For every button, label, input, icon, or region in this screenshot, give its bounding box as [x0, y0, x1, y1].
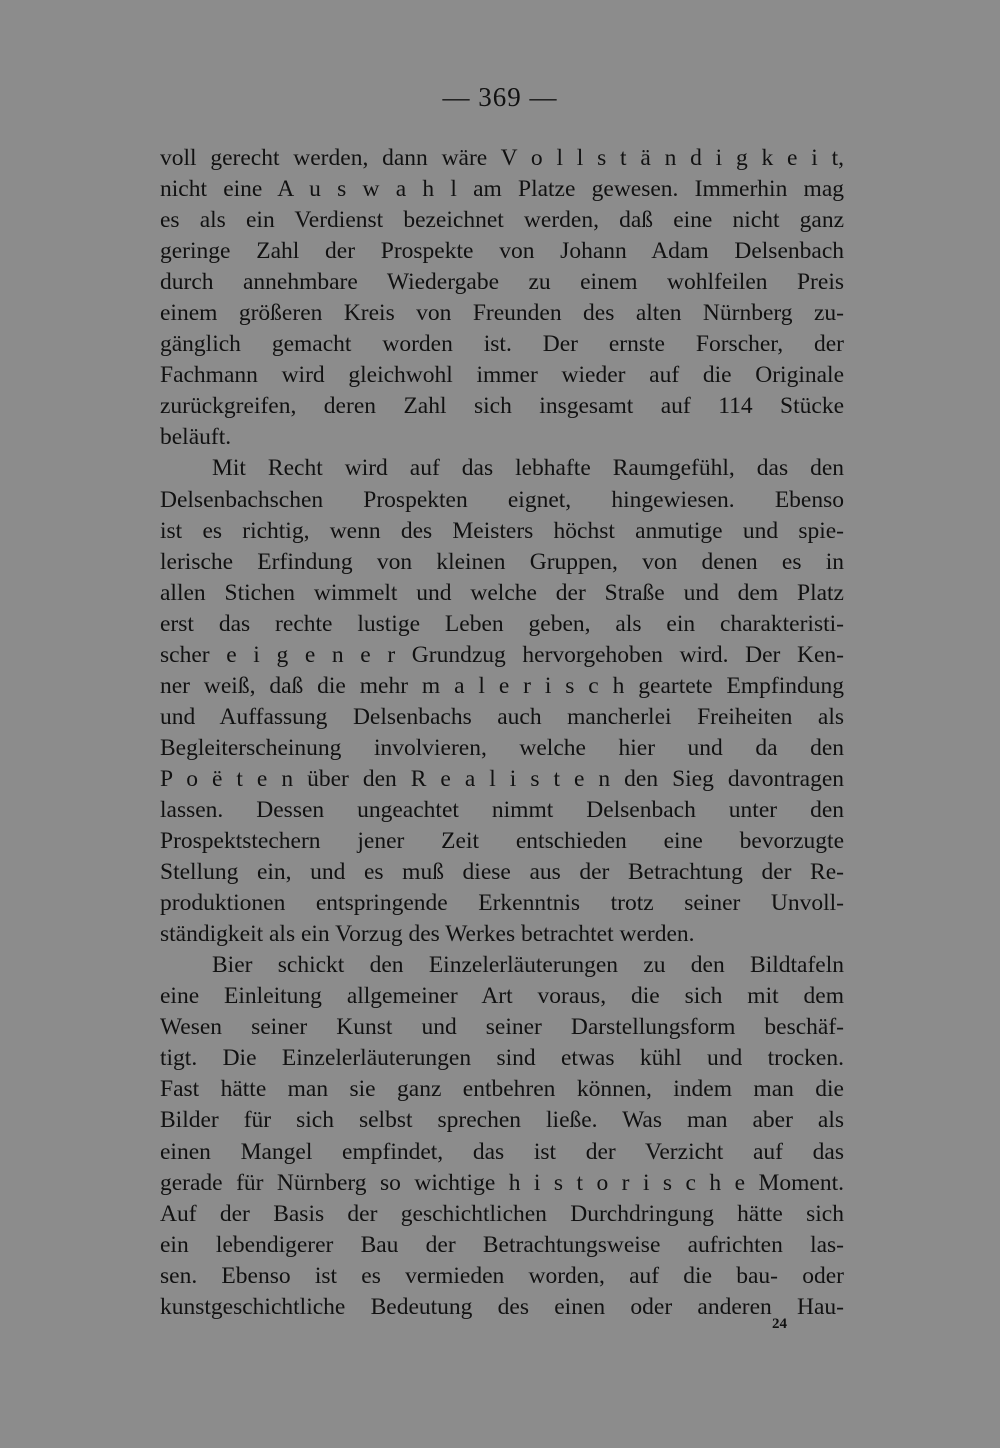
text-line: Fast hätte man sie ganz entbehren können, indem man die [160, 1076, 844, 1103]
text-line: Prospektstechern jener Zeit entschieden eine bevorzugte [160, 828, 844, 855]
text-line: einen Mangel empfindet, das ist der Verzicht auf das [160, 1138, 844, 1165]
text-line: eine Einleitung allgemeiner Art voraus, die sich mit dem [160, 983, 844, 1010]
page-number-header: — 369 — [442, 82, 558, 112]
text-line: Mit Recht wird auf das lebhafte Raumgefühl, das den [212, 455, 844, 482]
text-line: einem größeren Kreis von Freunden des alten Nürnberg zu- [160, 300, 844, 327]
printer-signature-mark: 24 [772, 1316, 787, 1332]
text-line: scher e i g e n e r Grundzug hervorgehoben wird. Der Ken- [160, 641, 844, 668]
text-line: gerade für Nürnberg so wichtige h i s t o r i s c h e Moment. [160, 1169, 844, 1196]
text-line: Bier schickt den Einzelerläuterungen zu den Bildtafeln [212, 952, 844, 979]
text-line: lassen. Dessen ungeachtet nimmt Delsenbach unter den [160, 796, 844, 823]
text-line: kunstgeschichtliche Bedeutung des einen oder anderen Hau- [160, 1293, 844, 1320]
text-line: ist es richtig, wenn des Meisters höchst anmutige und spie- [160, 517, 844, 544]
body-text [160, 143, 844, 1323]
text-line: Bilder für sich selbst sprechen ließe. Was man aber als [160, 1107, 844, 1134]
text-line: geringe Zahl der Prospekte von Johann Adam Delsenbach [160, 238, 844, 265]
text-line: Auf der Basis der geschichtlichen Durchdringung hätte sich [160, 1200, 844, 1227]
text-line: zurückgreifen, deren Zahl sich insgesamt auf 114 Stücke [160, 393, 844, 420]
text-line: P o ë t e n über den R e a l i s t e n den Sieg davontragen [160, 765, 844, 792]
text-line: Stellung ein, und es muß diese aus der Betrachtung der Re- [160, 859, 844, 886]
text-line: nicht eine A u s w a h l am Platze gewesen. Immerhin mag [160, 176, 844, 203]
text-line: produktionen entspringende Erkenntnis trotz seiner Unvoll- [160, 890, 844, 917]
text-line: lerische Erfindung von kleinen Gruppen, von denen es in [160, 548, 844, 575]
text-line: voll gerecht werden, dann wäre V o l l s t ä n d i g k e i t, [160, 145, 844, 171]
text-line: Begleiterscheinung involvieren, welche hier und da den [160, 734, 844, 761]
text-line: Wesen seiner Kunst und seiner Darstellungsform beschäf- [160, 1014, 844, 1041]
text-line: ein lebendigerer Bau der Betrachtungsweise aufrichten las- [160, 1231, 844, 1258]
text-line: beläuft. [160, 424, 232, 451]
text-line: ständigkeit als ein Vorzug des Werkes betrachtet werden. [160, 921, 695, 948]
text-line: und Auffassung Delsenbachs auch mancherlei Freiheiten als [160, 703, 844, 730]
text-line: allen Stichen wimmelt und welche der Straße und dem Platz [160, 579, 844, 606]
text-line: erst das rechte lustige Leben geben, als ein charakteristi- [160, 610, 844, 637]
text-line: gänglich gemacht worden ist. Der ernste Forscher, der [160, 331, 844, 358]
text-line: es als ein Verdienst bezeichnet werden, daß eine nicht ganz [160, 207, 844, 234]
text-line: Fachmann wird gleichwohl immer wieder auf die Originale [160, 362, 844, 389]
text-line: durch annehmbare Wiedergabe zu einem wohlfeilen Preis [160, 269, 844, 296]
text-line: ner weiß, daß die mehr m a l e r i s c h geartete Empfindung [160, 672, 844, 699]
text-line: Delsenbachschen Prospekten eignet, hingewiesen. Ebenso [160, 486, 844, 513]
text-line: sen. Ebenso ist es vermieden worden, auf die bau- oder [160, 1262, 844, 1289]
text-line: tigt. Die Einzelerläuterungen sind etwas kühl und trocken. [160, 1045, 844, 1072]
